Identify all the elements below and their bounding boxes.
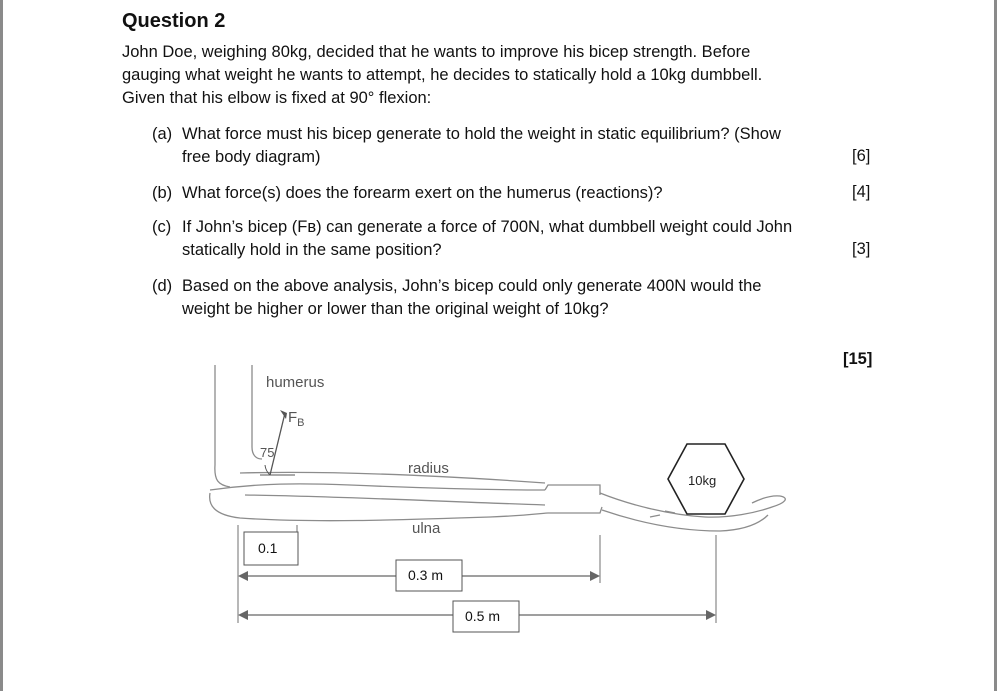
humerus-label: humerus: [266, 374, 325, 391]
part-c-line: If John’s bicep (Fʙ) can generate a force of 700N, what dumbbell weight could John: [182, 218, 793, 236]
forearm-lower-outline: [210, 493, 548, 521]
part-c-label: (c): [152, 218, 172, 236]
part-c-line: statically hold in the same position?: [182, 241, 442, 259]
part-b-marks: [4]: [852, 183, 871, 201]
question-title: Question 2: [122, 10, 226, 32]
arm-diagram-svg: [200, 355, 800, 645]
part-d-line: weight be higher or lower than the original weight of 10kg?: [182, 300, 609, 318]
dim-large-arrowhead-right: [706, 610, 716, 620]
intro-line: John Doe, weighing 80kg, decided that he wants to improve his bicep strength. Before: [122, 43, 751, 61]
wrist-upper: [545, 485, 600, 495]
dim-small-label: 0.1: [258, 540, 278, 556]
finger-line: [650, 515, 660, 517]
page-left-border: [0, 0, 3, 691]
part-b-label: (b): [152, 184, 173, 202]
radius-label: radius: [408, 460, 449, 477]
radius-bone: [240, 472, 545, 483]
part-a-line: What force must his bicep generate to hold the weight in static equilibrium? (Show: [182, 125, 781, 143]
wrist-lower: [548, 507, 602, 513]
dim-mid-label: 0.3 m: [408, 567, 444, 583]
part-c-marks: [3]: [852, 240, 871, 258]
palm-outline: [602, 510, 768, 531]
dim-large-arrowhead-left: [238, 610, 248, 620]
angle-arc: [265, 465, 270, 475]
part-d-label: (d): [152, 277, 173, 295]
ulna-bone: [245, 495, 545, 505]
intro-line: gauging what weight he wants to attempt, he decides to statically hold a 10kg dumbbell.: [122, 66, 763, 84]
forearm-upper-outline: [210, 484, 545, 490]
part-a-label: (a): [152, 125, 173, 143]
total-marks: [15]: [843, 350, 873, 368]
bicep-force-line: [270, 413, 285, 475]
weight-label: 10kg: [688, 473, 717, 488]
part-b-line: What force(s) does the forearm exert on the humerus (reactions)?: [182, 184, 663, 202]
dim-mid-arrowhead-right: [590, 571, 600, 581]
ulna-label: ulna: [412, 520, 441, 537]
angle-label: 75: [260, 445, 275, 460]
bicep-force-label: $F_B$: [288, 409, 305, 429]
arm-diagram: [200, 355, 800, 650]
part-a-marks: [6]: [852, 147, 871, 165]
question-intro: [122, 41, 862, 110]
humerus-outline-front: [215, 365, 230, 487]
part-d-line: Based on the above analysis, John’s bicep could only generate 400N would the: [182, 277, 762, 295]
dim-large-label: 0.5 m: [465, 608, 501, 624]
part-a-line: free body diagram): [182, 148, 321, 166]
intro-line: Given that his elbow is fixed at 90° flexion:: [122, 89, 432, 107]
dim-mid-arrowhead-left: [238, 571, 248, 581]
